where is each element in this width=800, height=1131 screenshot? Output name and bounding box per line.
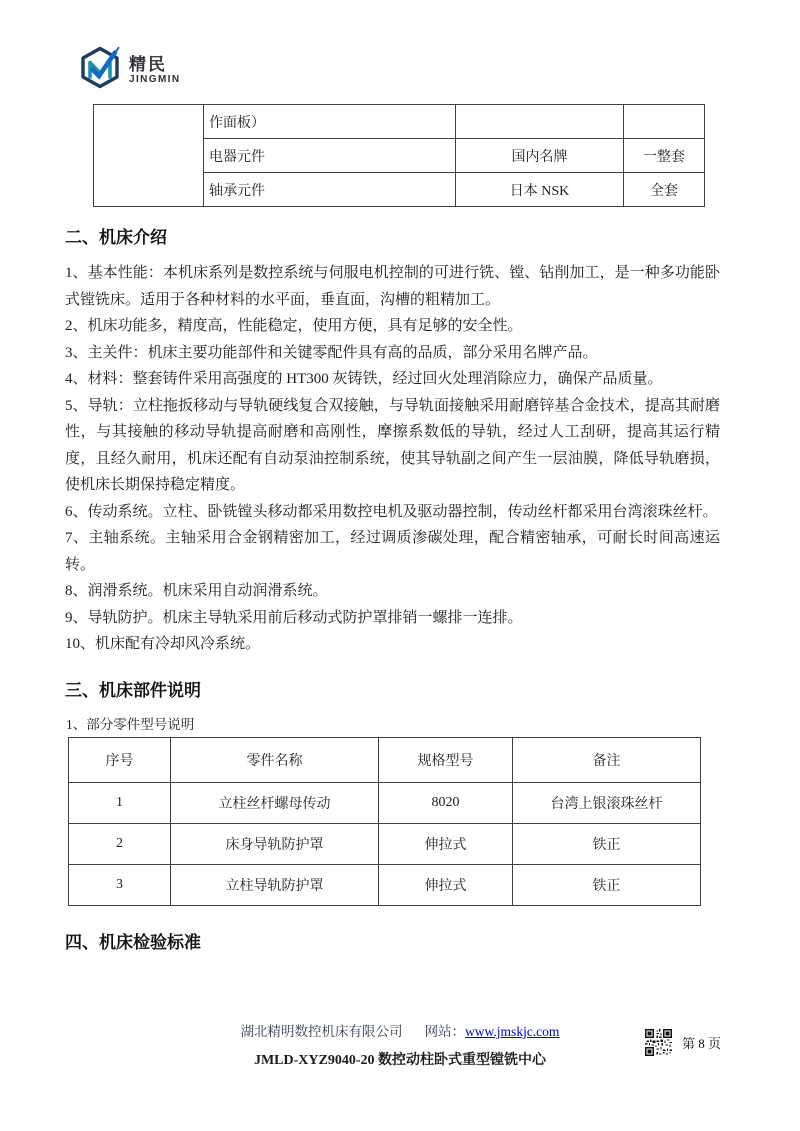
cell-part-name: 立柱丝杆螺母传动 xyxy=(171,782,379,823)
cell-spec: 伸拉式 xyxy=(379,864,513,905)
section-title-inspection-standard: 四、机床检验标准 xyxy=(65,932,201,952)
cell-no: 1 xyxy=(69,782,171,823)
table-cell-qty: 全套 xyxy=(624,173,705,207)
table-row xyxy=(94,105,705,139)
intro-item: 8、润滑系统。机床采用自动润滑系统。 xyxy=(65,583,328,599)
logo-text xyxy=(129,56,180,85)
cell-remark: 铁正 xyxy=(513,864,701,905)
table-row xyxy=(69,823,701,864)
table-cell-value: 日本 NSK xyxy=(456,173,624,207)
table-cell-value: 国内名牌 xyxy=(456,139,624,173)
intro-item: 3、主关件：机床主要功能部件和关键零配件具有高的品质，部分采用名牌产品。 xyxy=(65,344,598,361)
components-table xyxy=(93,104,705,207)
company-name: 湖北精明数控机床有限公司 xyxy=(240,1024,403,1039)
cell-spec: 8020 xyxy=(379,782,513,823)
page-footer xyxy=(0,1020,800,1100)
logo-en-label: JINGMIN xyxy=(129,73,181,85)
header-cell-remark: 备注 xyxy=(513,737,701,782)
intro-item: 10、机床配有冷却风冷系统。 xyxy=(65,636,261,652)
intro-item: 1、基本性能：本机床系列是数控系统与伺服电机控制的可进行铣、镗、钻削加工，是一种多功能卧式镗铣床。适用于各种材料的水平面，垂直面，沟槽的粗精加工。 xyxy=(65,265,720,308)
header-cell-part-name: 零件名称 xyxy=(171,737,379,782)
table-cell-name: 电器元件 xyxy=(204,139,456,173)
section-title-machine-intro: 二、机床介绍 xyxy=(65,228,167,247)
table-row xyxy=(69,782,701,823)
cell-no: 3 xyxy=(69,864,171,905)
parts-subtitle: 1、部分零件型号说明 xyxy=(66,716,195,732)
logo-zh-label: 精民 xyxy=(129,54,167,74)
section-title-machine-parts: 三、机床部件说明 xyxy=(65,680,201,700)
table-row xyxy=(69,864,701,905)
cell-no: 2 xyxy=(69,823,171,864)
cell-part-name: 床身导轨防护罩 xyxy=(171,823,379,864)
table-cell-name: 作面板） xyxy=(204,105,456,139)
intro-item: 5、导轨：立柱拖扳移动与导轨硬线复合双接触，与导轨面接触采用耐磨锌基合金技术，提高其耐磨性，与其接触的移动导轨提高耐磨和高刚性，摩擦系数低的导轨，经过人工刮研，提高其运行精度，且经久耐用，机床还配有自动泵油控制系统，使其导轨副之间产生一层油膜，降低导轨磨损，使机床长期保持稳定精度。 xyxy=(65,397,720,493)
website-link[interactable]: www.jmskjc.com xyxy=(465,1024,560,1039)
page-number: 第 8 页 xyxy=(682,1036,722,1051)
intro-item: 6、传动系统。立柱、卧铣镗头移动都采用数控电机及驱动器控制，传动丝杆都采用台湾滚珠丝杆。 xyxy=(65,503,718,520)
intro-item: 4、材料：整套铸件采用高强度的 HT300 灰铸铁，经过回火处理消除应力，确保产品质量。 xyxy=(65,371,663,387)
cell-part-name: 立柱导轨防护罩 xyxy=(171,864,379,905)
table-cell-value xyxy=(456,105,624,139)
intro-item: 9、导轨防护。机床主导轨采用前后移动式防护罩排销一螺排一连排。 xyxy=(65,609,523,626)
website-label: 网站： xyxy=(424,1024,466,1039)
table-cell-qty xyxy=(624,105,705,139)
company-logo xyxy=(78,46,800,94)
table-cell-name: 轴承元件 xyxy=(204,173,456,207)
cell-remark: 铁正 xyxy=(513,823,701,864)
intro-item: 2、机床功能多，精度高，性能稳定，使用方便，具有足够的安全性。 xyxy=(65,318,523,334)
parts-table xyxy=(68,737,701,906)
cell-spec: 伸拉式 xyxy=(379,823,513,864)
qr-code xyxy=(645,1029,672,1056)
header-cell-spec: 规格型号 xyxy=(379,737,513,782)
header-cell-no: 序号 xyxy=(69,737,171,782)
logo-hexagon-m-icon xyxy=(78,45,122,96)
footer-company-line xyxy=(0,1020,800,1040)
intro-item: 7、主轴系统。主轴采用合金钢精密加工，经过调质渗碳处理，配合精密轴承，可耐长时间高速运转。 xyxy=(65,530,720,573)
cell-remark: 台湾上银滚珠丝杆 xyxy=(513,782,701,823)
table-header-row xyxy=(69,737,701,782)
table-cell-empty xyxy=(94,105,204,207)
machine-intro-paragraphs xyxy=(65,260,720,658)
footer-model-line: JMLD-XYZ9040-20 数控动柱卧式重型镗铣中心 xyxy=(253,1053,547,1068)
table-cell-qty: 一整套 xyxy=(624,139,705,173)
